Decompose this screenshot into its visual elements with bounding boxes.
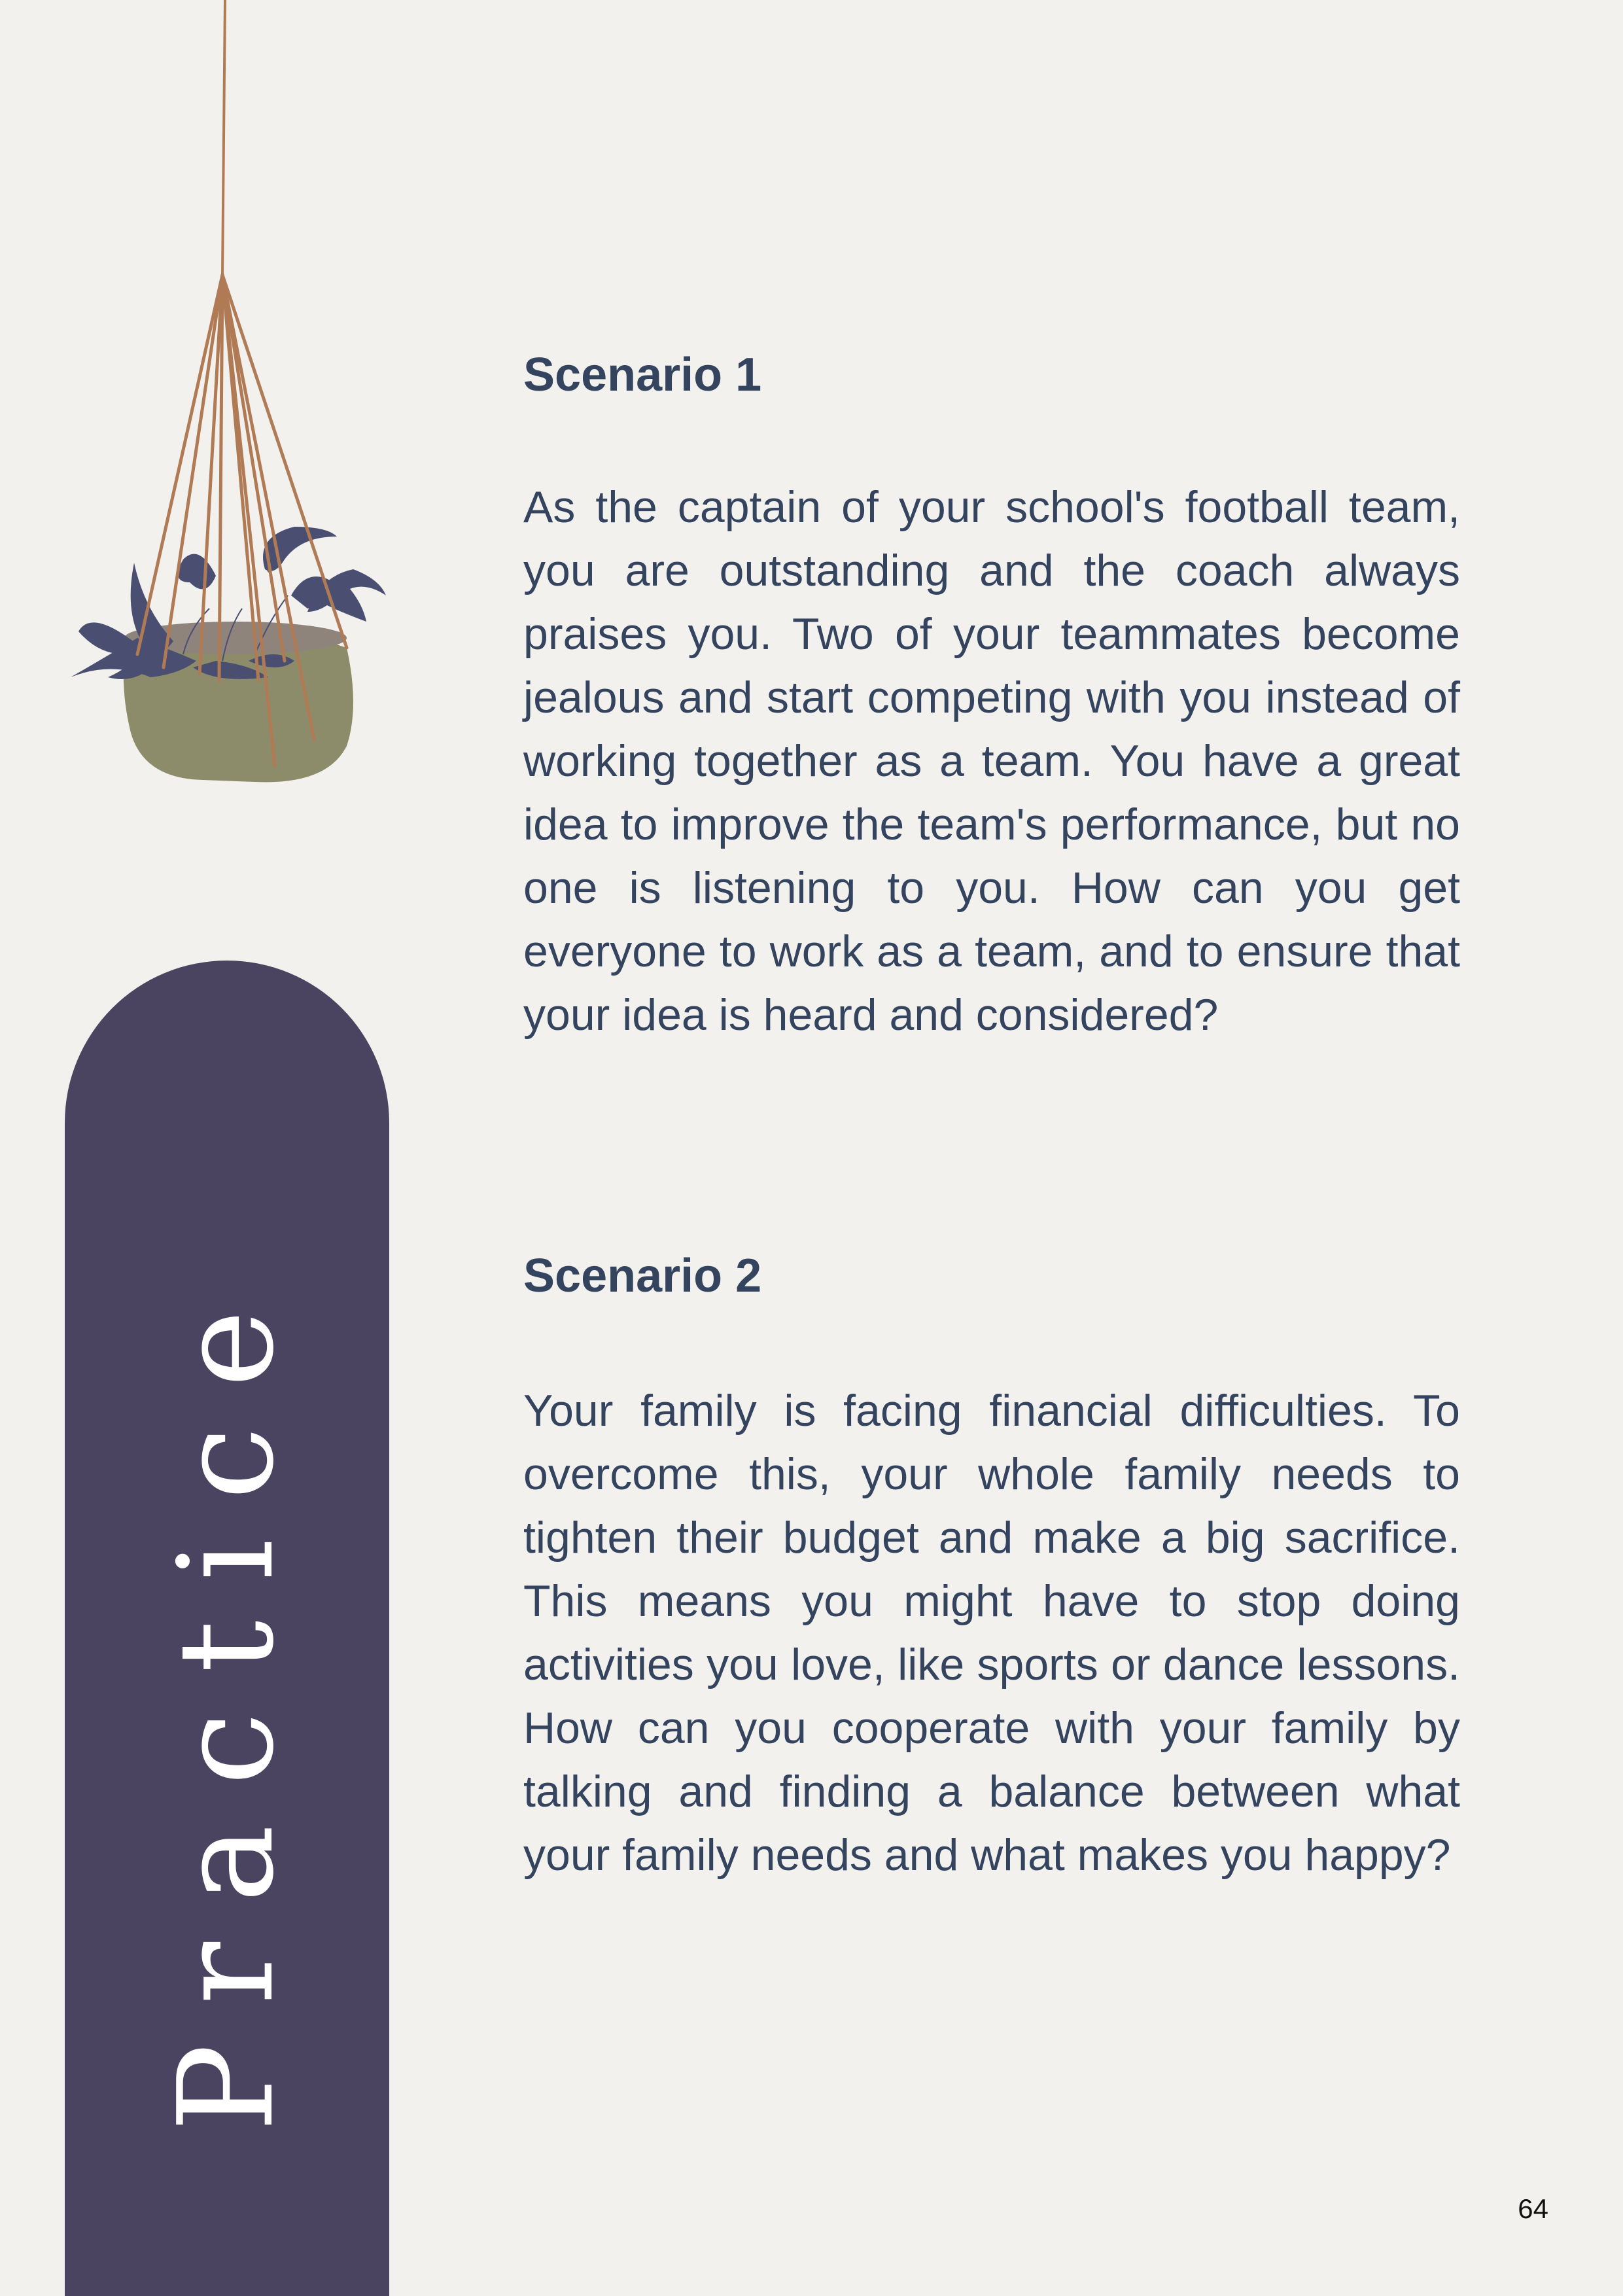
scenario-1-text: As the captain of your school's football team, you are outstanding and the coach always praises you. Two of your teammates become jealous and start competing with you instead of working together as a team. You have a great idea to improve the team's performance, but no one is listening to you. How can you get everyone to work as a team, and to ensure that your idea is heard and considered?	[523, 482, 1460, 1040]
scenario-1-heading: Scenario 1	[523, 349, 762, 401]
scenario-2-heading: Scenario 2	[523, 1250, 762, 1302]
page-number: 64	[1518, 2193, 1548, 2224]
hanging-plant-icon	[59, 0, 399, 798]
scenario-2-text: Your family is facing financial difficulties. To overcome this, your whole family needs to tighten their budget and make a big sacrifice. This means you might have to stop doing activities you love, like sports or dance lessons. How can you cooperate with your family by talking and finding a balance between what your family needs and what makes you happy?	[523, 1386, 1460, 1880]
practice-label: Practice	[150, 1270, 303, 2132]
